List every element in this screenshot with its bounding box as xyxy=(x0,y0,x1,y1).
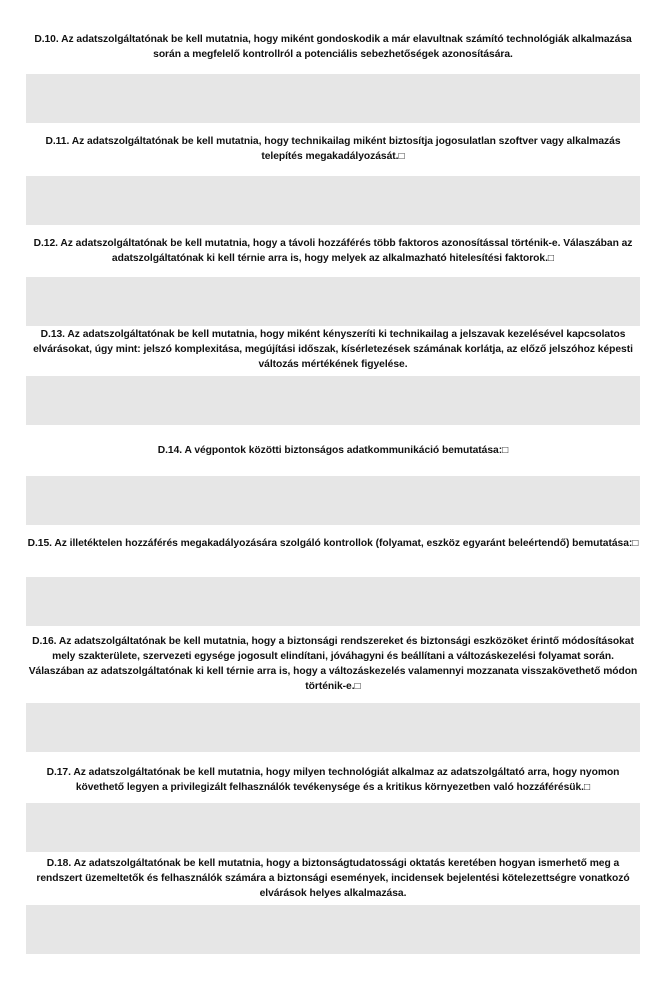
question-d13: D.13. Az adatszolgáltatónak be kell mutatnia, hogy miként kényszeríti ki technikailag a jelszavak kezelésével kapcsolatos elvárásokat, úgy mint: jelszó komplexitása, megújítási időszak, kísérletezések számának korlátja, az előző jelszóhoz képesti változás mértékének figyelése. xyxy=(33,329,633,370)
question-d10: D.10. Az adatszolgáltatónak be kell mutatnia, hogy miként gondoskodik a már elavultnak számító technológiák alkalmazása során a megfelelő kontrollról a potenciális sebezhetőségek azonosítására. xyxy=(34,34,632,60)
answer-field-d13[interactable] xyxy=(26,376,640,425)
answer-field-d14[interactable] xyxy=(26,476,640,525)
answer-field-d10[interactable] xyxy=(26,74,640,123)
question-d18: D.18. Az adatszolgáltatónak be kell mutatnia, hogy a biztonságtudatossági oktatás keretében hogyan ismerhető meg a rendszert üzemeltetők és felhasználók számára a biztonsági események, incidensek bejelentési kötelezettségre vonatkozó elvárások helyes alkalmazása. xyxy=(36,858,630,899)
answer-field-d15[interactable] xyxy=(26,577,640,626)
question-d11: D.11. Az adatszolgáltatónak be kell mutatnia, hogy technikailag miként biztosítja jogosulatlan szoftver vagy alkalmazás telepítés megakadályozását.□ xyxy=(45,136,621,162)
question-d15: D.15. Az illetéktelen hozzáférés megakadályozására szolgáló kontrollok (folyamat, eszköz egyaránt beleértendő) bemutatása:□ xyxy=(27,538,639,549)
question-d16: D.16. Az adatszolgáltatónak be kell mutatnia, hogy a biztonsági rendszereket és biztonsági eszközöket érintő módosításokat mely szakterülete, szervezeti egysége jogosult elindítani, jóváhagyni és beállítani a változáskezelési folyamat során. Válaszában az adatszolgáltatónak ki kell térnie arra is, hogy a változáskezelés valamennyi mozzanata visszakövethető módon történik-e.□ xyxy=(28,636,638,692)
question-d14: D.14. A végpontok közötti biztonságos adatkommunikáció bemutatása:□ xyxy=(157,445,509,456)
question-d12: D.12. Az adatszolgáltatónak be kell mutatnia, hogy a távoli hozzáférés több faktoros azonosítással történik-e. Válaszában az adatszolgáltatónak ki kell térnie arra is, hogy melyek az alkalmazható hitelesítési faktorok.□ xyxy=(33,238,633,264)
answer-field-d16[interactable] xyxy=(26,703,640,752)
answer-field-d11[interactable] xyxy=(26,176,640,225)
answer-field-d17[interactable] xyxy=(26,803,640,852)
question-d17: D.17. Az adatszolgáltatónak be kell mutatnia, hogy milyen technológiát alkalmaz az adatszolgáltató arra, hogy nyomon követhető legyen a privilegizált felhasználók tevékenysége és a kritikus környezetben való hozzáférésük.□ xyxy=(46,767,620,793)
answer-field-d12[interactable] xyxy=(26,277,640,326)
answer-field-d18[interactable] xyxy=(26,905,640,954)
